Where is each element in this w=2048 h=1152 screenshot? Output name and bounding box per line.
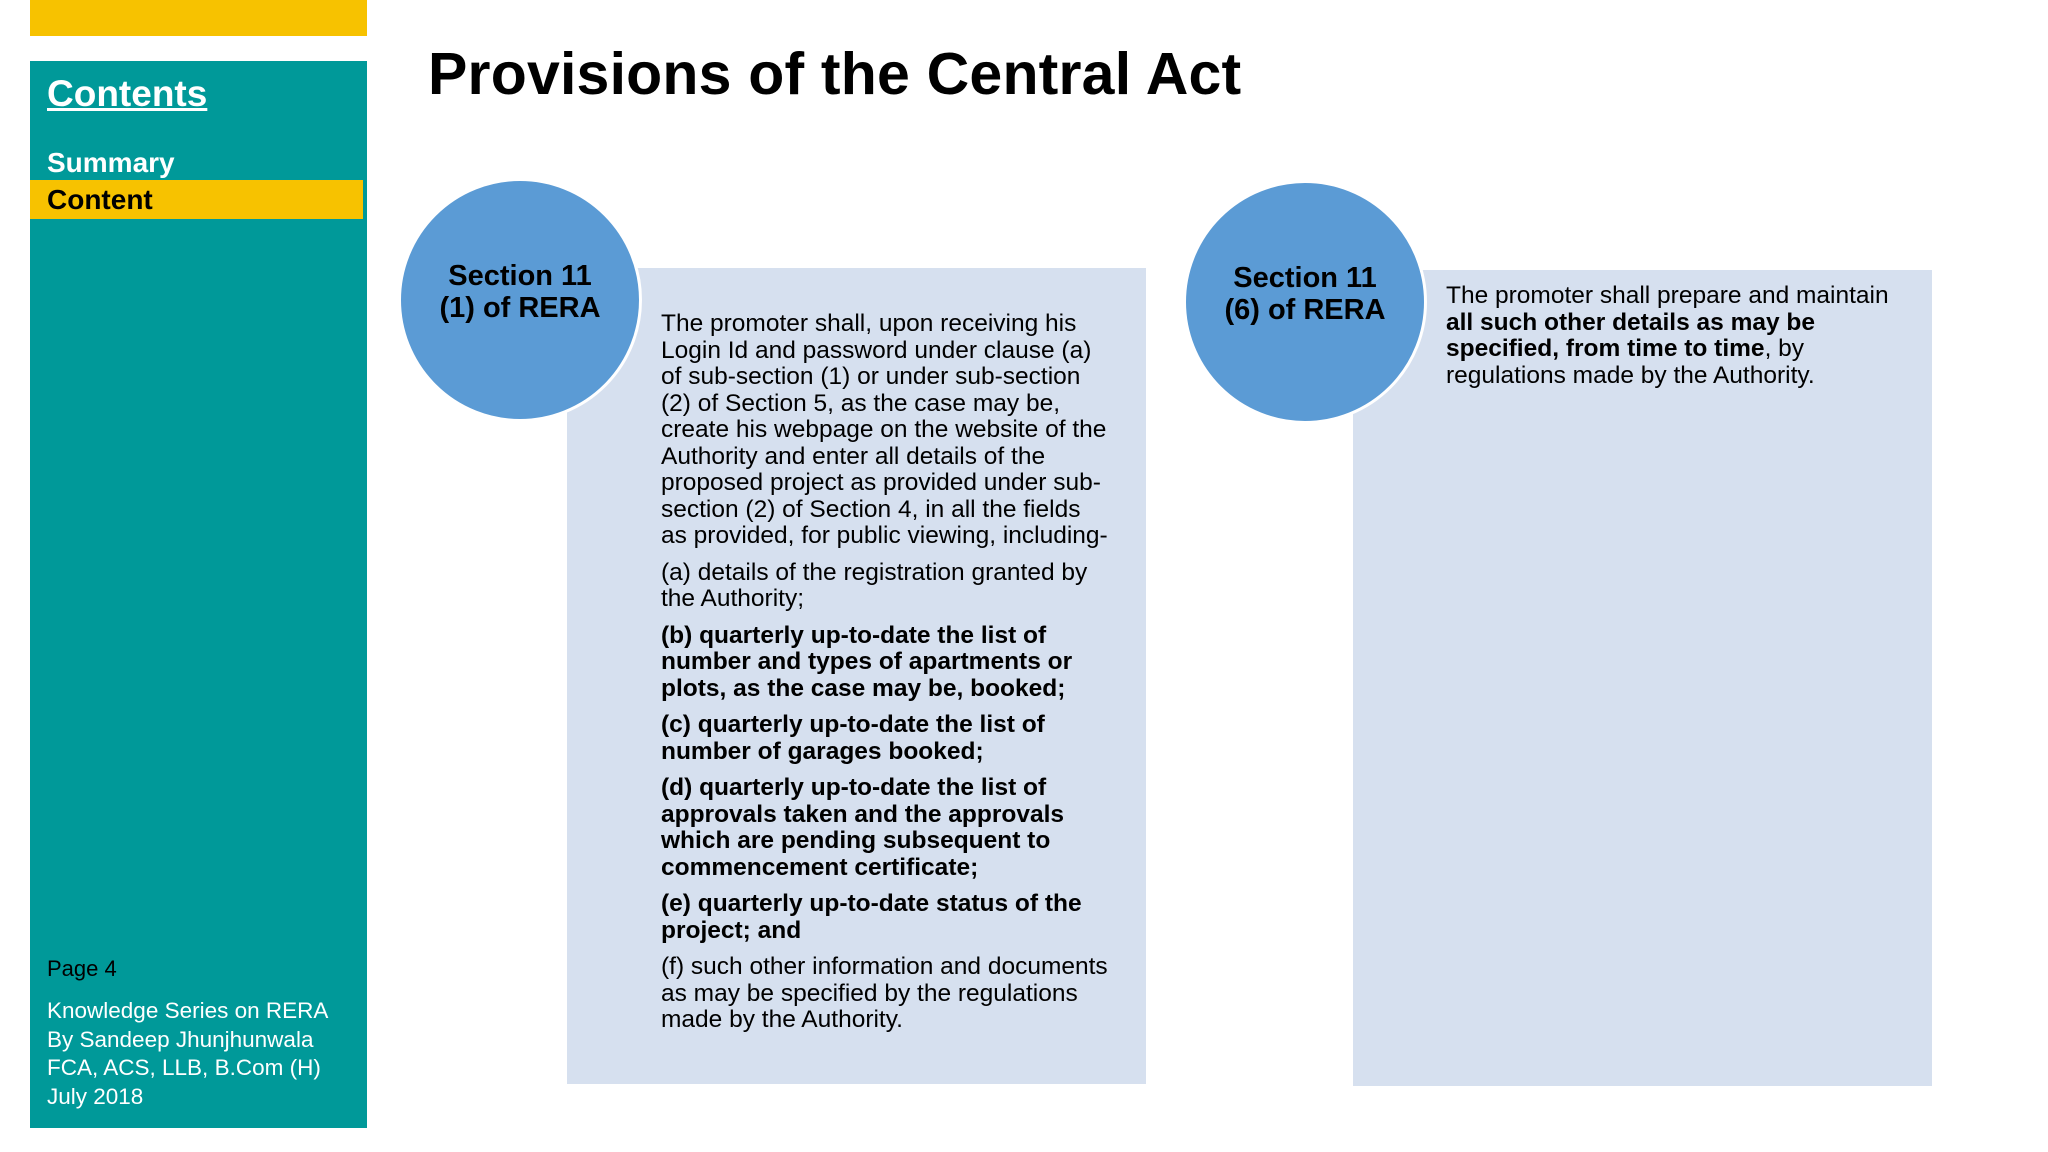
intro-paragraph: The promoter shall, upon receiving his Login Id and password under clause (a) of sub-section (1) or under sub-section (2) of Section 5, as the case may be, create his webpage on the website of the Authority and enter all details of the proposed project as provided under sub- section (2) of Section 4, in all the fields as provided, for public viewing, including- [661,310,1108,549]
clause-a: (a) details of the registration granted by the Authority; [661,558,1088,612]
text-part-3: , by regulations made by the Authority. [1446,335,1815,389]
sidebar [30,61,367,1128]
page-number: Page 4 [47,956,117,981]
section-11-6-text [1446,283,1926,399]
section-11-6-paragraph [1446,283,1926,389]
author-footer: Knowledge Series on RERA By Sandeep Jhunjhunwala FCA, ACS, LLB, B.Com (H) July 2018 [47,998,329,1109]
clause-c: (c) quarterly up-to-date the list of number of garages booked; [661,711,1045,765]
section-11-1-heading: Section 11 (1) of RERA [439,260,601,324]
clause-d: (d) quarterly up-to-date the list of approvals taken and the approvals which are pending subsequent to commencement certificate; [661,774,1065,881]
page-title: Provisions of the Central Act [428,41,1242,107]
contents-link[interactable]: Contents [47,73,208,114]
text-part-1: The promoter shall prepare and maintain [1446,282,1889,309]
clause-f: (f) such other information and documents as may be specified by the regulations made by the Authority. [661,953,1108,1033]
section-11-1-text [661,311,1141,1044]
section-11-6-circle [1183,180,1427,424]
accent-bar [30,0,367,36]
text-part-bold: all such other details as may be specified, from time to time [1446,308,1816,362]
sidebar-item-content[interactable]: Content [30,180,363,219]
clause-b: (b) quarterly up-to-date the list of number and types of apartments or plots, as the case may be, booked; [661,621,1073,702]
section-11-6-heading: Section 11 (6) of RERA [1224,262,1386,326]
clause-e: (e) quarterly up-to-date status of the project; and [661,890,1082,944]
section-11-1-circle [398,178,642,422]
sidebar-item-summary[interactable]: Summary [47,147,175,178]
